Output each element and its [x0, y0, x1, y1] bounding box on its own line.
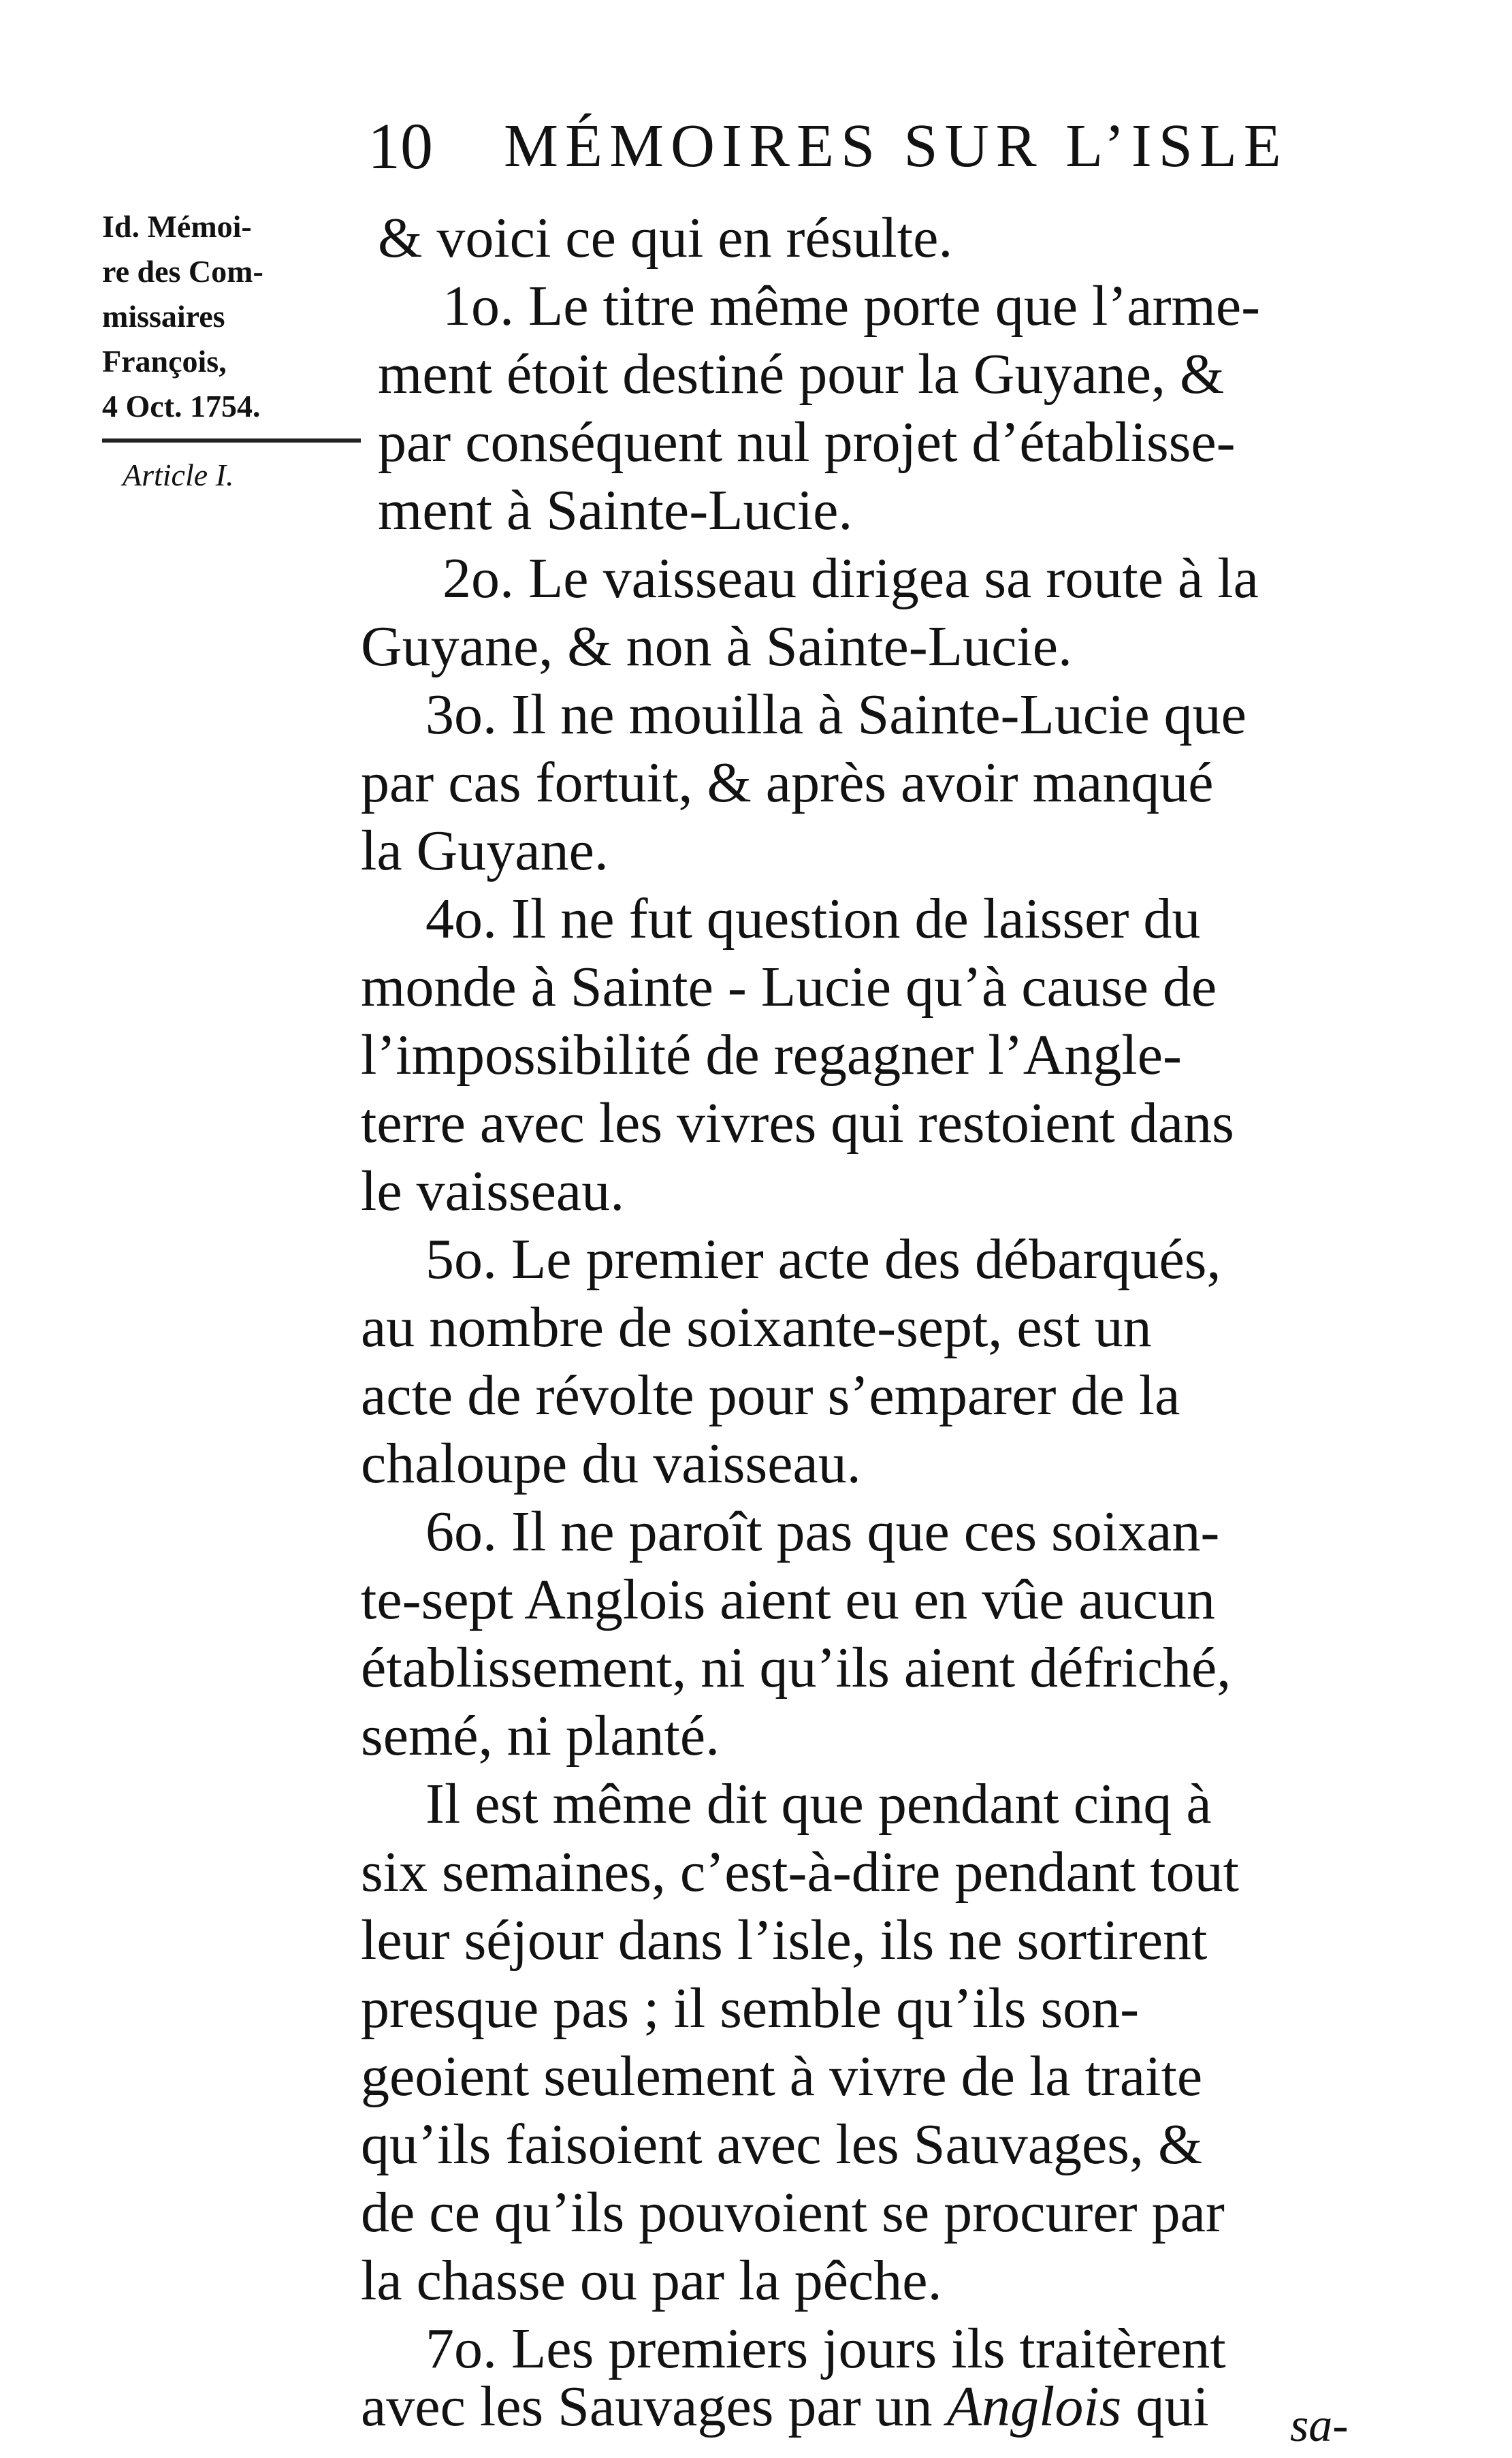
text-line	[361, 2373, 1209, 2441]
text-line: & voici ce qui en résulte.	[378, 206, 953, 270]
margin-note-line: missaires	[102, 299, 225, 334]
page-header	[368, 102, 1321, 197]
text-run: avec les Sauvages par un	[361, 2375, 947, 2438]
text-line: chaloupe du vaisseau.	[361, 1432, 861, 1495]
margin-article-label: Article I.	[123, 458, 234, 492]
text-line: la chasse ou par la pêche.	[361, 2249, 942, 2312]
italic-word: Anglois	[946, 2375, 1122, 2438]
text-line: leur séjour dans l’isle, ils ne sortirent	[361, 1909, 1208, 1972]
margin-note-line: Id. Mémoi-	[102, 209, 252, 244]
text-line: Il est même dit que pendant cinq à	[425, 1772, 1212, 1836]
text-line: monde à Sainte - Lucie qu’à cause de	[361, 955, 1217, 1019]
text-line: établissement, ni qu’ils aient défriché,	[361, 1636, 1232, 1699]
text-line: geoient seulement à vivre de la traite	[361, 2045, 1203, 2108]
text-line: par cas fortuit, & après avoir manqué	[361, 751, 1214, 814]
text-line: ment étoit destiné pour la Guyane, &	[378, 342, 1225, 406]
catchword: sa-	[1290, 2399, 1349, 2452]
margin-note	[102, 204, 374, 496]
text-line: par conséquent nul projet d’établisse-	[378, 411, 1236, 474]
text-line: qu’ils faisoient avec les Sauvages, &	[361, 2113, 1203, 2176]
text-line: semé, ni planté.	[361, 1704, 720, 1768]
text-line: 4o. Il ne fut question de laisser du	[425, 887, 1201, 951]
text-line: la Guyane.	[361, 819, 609, 882]
text-line: l’impossibilité de regagner l’Angle-	[361, 1023, 1182, 1087]
text-line: six semaines, c’est-à-dire pendant tout	[361, 1840, 1239, 1904]
margin-note-line: 4 Oct. 1754.	[102, 389, 261, 424]
margin-note-line: François,	[102, 344, 227, 379]
text-line: terre avec les vivres qui restoient dans	[361, 1091, 1234, 1155]
text-line: le vaisseau.	[361, 1160, 625, 1223]
text-line: 7o. Les premiers jours ils traitèrent	[425, 2317, 1226, 2380]
page-number: 10	[368, 110, 433, 182]
text-line: 6o. Il ne paroît pas que ces soixan-	[425, 1500, 1220, 1563]
text-line: 2o. Le vaisseau dirigea sa route à la	[443, 547, 1259, 610]
text-line: Guyane, & non à Sainte-Lucie.	[361, 615, 1072, 678]
text-run: qui	[1121, 2375, 1209, 2438]
text-line: 1o. Le titre même porte que l’arme-	[443, 274, 1261, 338]
text-line: au nombre de soixante-sept, est un	[361, 1296, 1152, 1359]
text-line: presque pas ; il semble qu’ils son-	[361, 1977, 1140, 2040]
text-line: 3o. Il ne mouilla à Sainte-Lucie que	[425, 683, 1246, 746]
text-line: ment à Sainte-Lucie.	[378, 479, 853, 542]
text-line: te-sept Anglois aient eu en vûe aucun	[361, 1568, 1215, 1631]
margin-note-line: re des Com-	[102, 254, 263, 289]
text-line: acte de révolte pour s’emparer de la	[361, 1364, 1180, 1427]
text-line: 5o. Le premier acte des débarqués,	[425, 1228, 1221, 1291]
running-title: MÉMOIRES SUR L’ISLE	[504, 112, 1288, 180]
margin-rule	[102, 438, 361, 443]
text-line: de ce qu’ils pouvoient se procurer par	[361, 2181, 1225, 2244]
